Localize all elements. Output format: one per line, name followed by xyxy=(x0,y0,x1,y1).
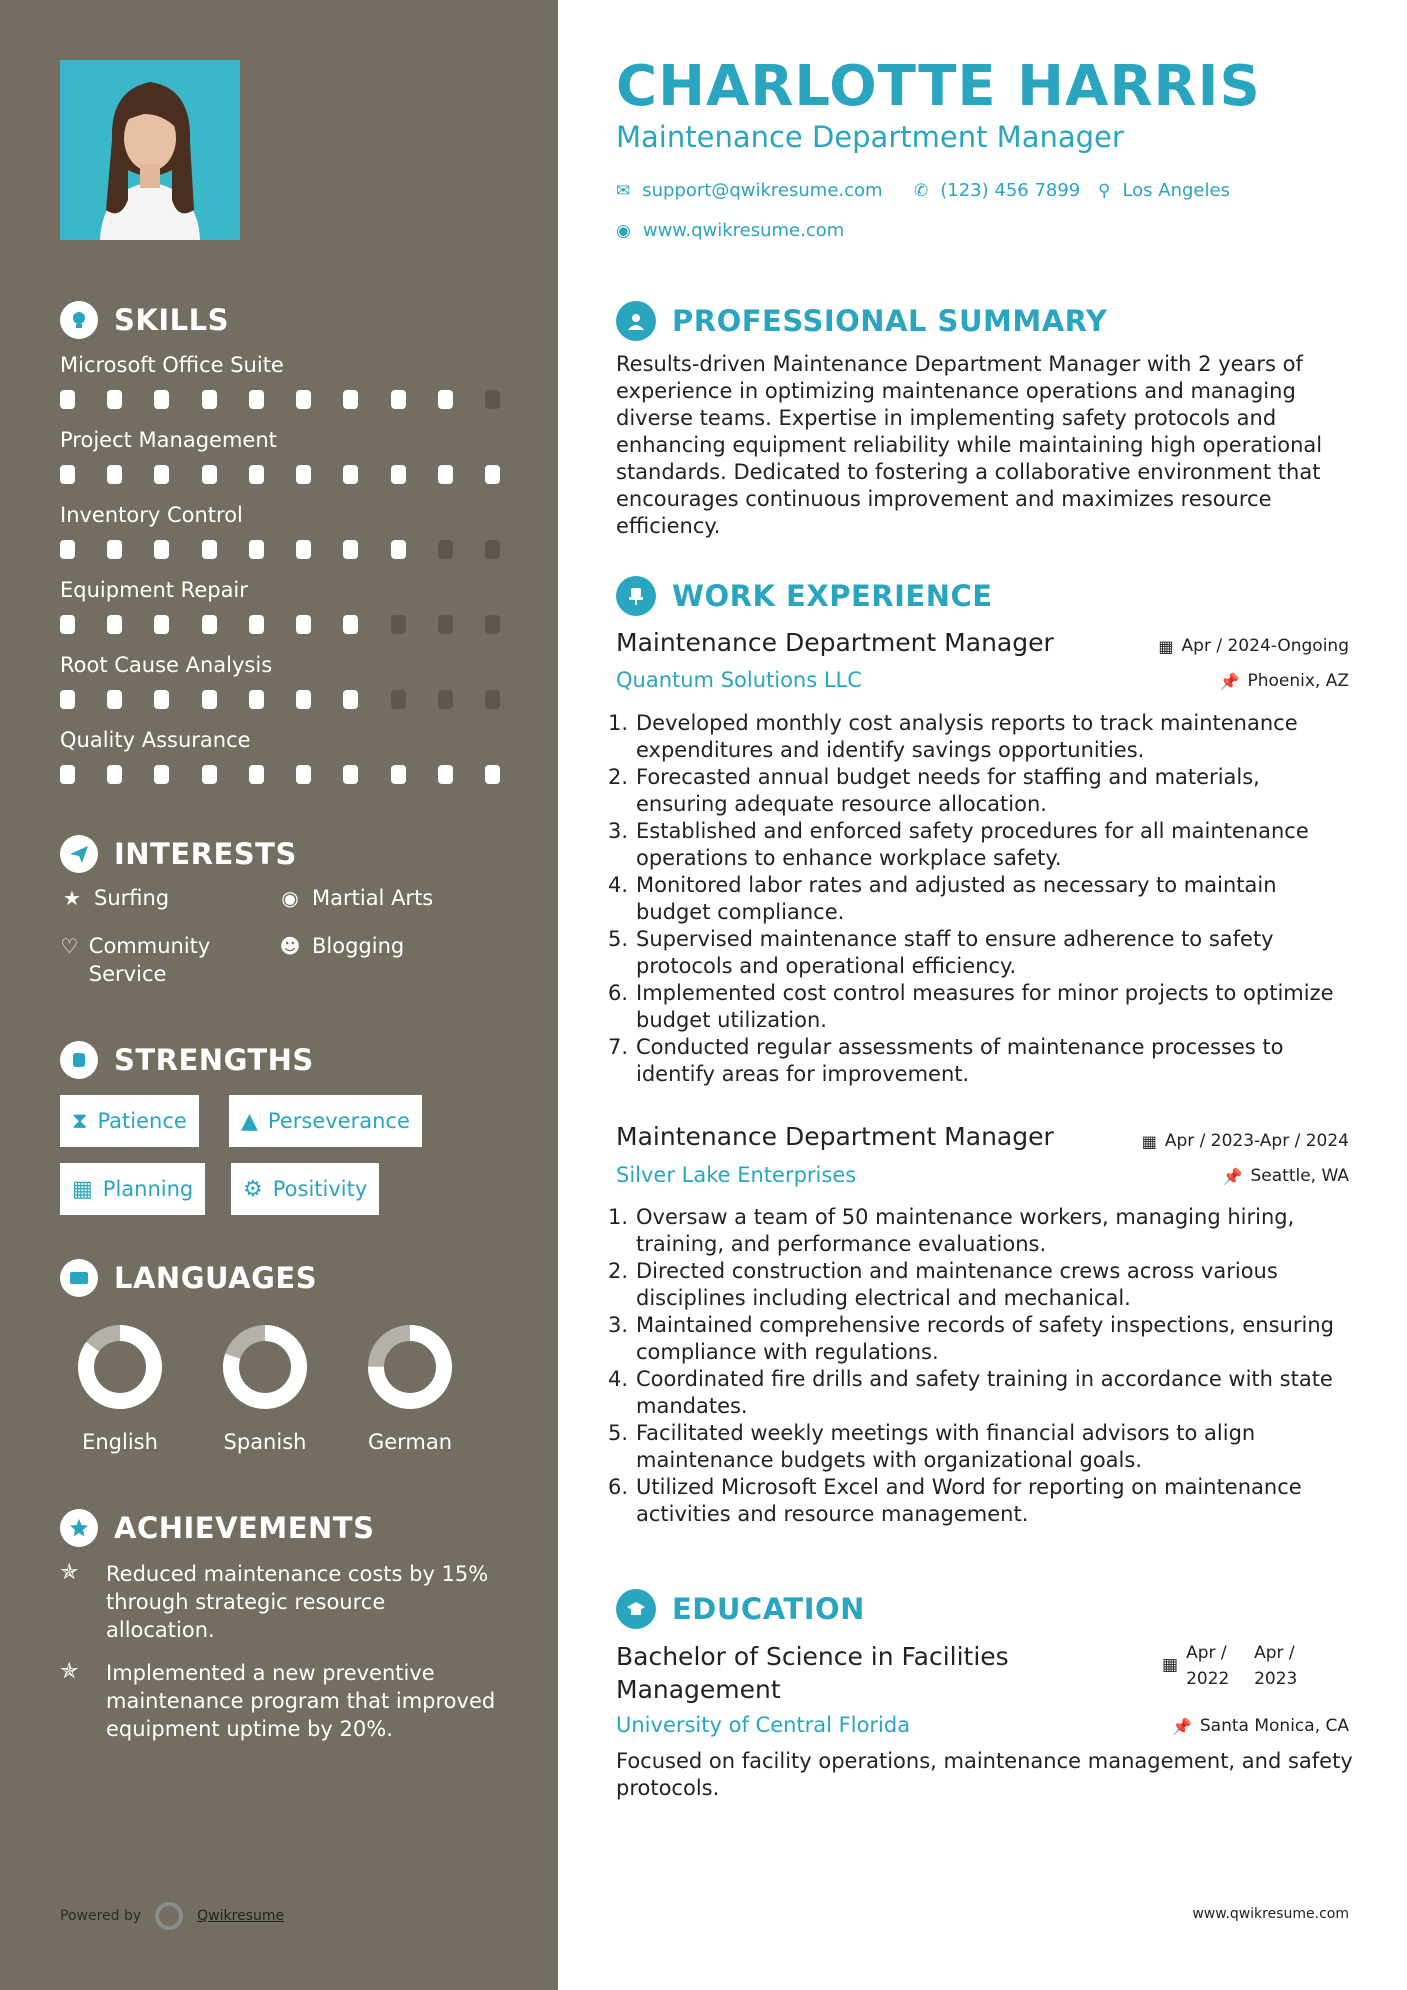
interest-item xyxy=(278,932,404,960)
skill-rating xyxy=(60,390,500,409)
badge-star-icon xyxy=(60,1509,98,1547)
job-bullet xyxy=(608,926,1356,980)
skill-dot xyxy=(485,765,500,784)
bullet-text: Monitored labor rates and adjusted as necessary to maintain budget compliance. xyxy=(636,873,1277,924)
skill-dot xyxy=(296,540,311,559)
language-label: German xyxy=(367,1430,453,1454)
calendar-icon: ▦ xyxy=(1141,1131,1157,1151)
calendar-icon: ▦ xyxy=(1158,636,1174,656)
job-title: Maintenance Department Manager xyxy=(616,1122,1054,1151)
bullet-text: Established and enforced safety procedures for all maintenance operations to enhance workplace safety. xyxy=(636,819,1309,870)
job-bullet xyxy=(608,872,1356,926)
skill-dot xyxy=(107,540,122,559)
gear-icon: ⚙ xyxy=(243,1176,263,1202)
skill-dot xyxy=(343,765,358,784)
shooting-star-icon: ✯ xyxy=(60,1659,79,1684)
skill-item xyxy=(60,650,500,709)
bullet-number: 4. xyxy=(608,1367,629,1391)
skills-title: SKILLS xyxy=(114,303,229,337)
languages-section-header xyxy=(60,1259,317,1297)
summary-section-header xyxy=(616,301,1107,341)
hourglass-icon: ⧗ xyxy=(72,1108,88,1134)
job-bullet xyxy=(608,764,1356,818)
bullet-text: Maintained comprehensive records of safety inspections, ensuring compliance with regulations. xyxy=(636,1313,1334,1364)
skill-dot xyxy=(343,540,358,559)
job-location-text: Phoenix, AZ xyxy=(1247,671,1349,691)
skill-dot xyxy=(343,615,358,634)
shooting-star-icon: ✯ xyxy=(60,1560,79,1585)
education-section-header xyxy=(616,1589,865,1629)
education-dates xyxy=(1162,1640,1314,1692)
bullet-number: 6. xyxy=(608,981,629,1005)
skill-item xyxy=(60,350,500,409)
skill-dot xyxy=(391,465,406,484)
skill-dot xyxy=(343,690,358,709)
education-end: Apr / 2023 xyxy=(1254,1643,1298,1689)
bullet-number: 2. xyxy=(608,1259,629,1283)
skill-dot xyxy=(296,765,311,784)
calendar-icon: ▦ xyxy=(1162,1655,1179,1675)
location-text: Los Angeles xyxy=(1122,180,1230,201)
skill-dot xyxy=(107,615,122,634)
bullet-number: 5. xyxy=(608,927,629,951)
calendar-icon: ▦ xyxy=(72,1176,93,1202)
languages-title: LANGUAGES xyxy=(114,1261,318,1295)
strength-label: Patience xyxy=(97,1109,187,1133)
education-title: EDUCATION xyxy=(672,1592,865,1626)
skill-dot xyxy=(391,615,406,634)
job-bullet xyxy=(608,710,1356,764)
summary-text: Results-driven Maintenance Department Manager with 2 years of experience in optimizing maintenance operations and managing diverse teams. Expertise in implementing safety protocols and enhancing equipment reliability while maintaining high operational standards. Dedicated to fostering a collaborative environment that encourages continuous improvement and maximizes resource efficiency. xyxy=(616,352,1323,538)
phone-contact[interactable] xyxy=(914,180,1080,201)
interest-item xyxy=(60,932,250,988)
skill-dot xyxy=(249,690,264,709)
job-title: Maintenance Department Manager xyxy=(616,628,1054,657)
skill-dot xyxy=(107,390,122,409)
envelope-icon: ✉ xyxy=(616,180,631,201)
translate-icon xyxy=(60,1259,98,1297)
skill-rating xyxy=(60,765,500,784)
strength-chip xyxy=(60,1095,199,1147)
job-dates xyxy=(1142,1131,1349,1151)
education-location-text: Santa Monica, CA xyxy=(1199,1716,1349,1736)
bullet-text: Supervised maintenance staff to ensure adherence to safety protocols and operational efficiency. xyxy=(636,927,1274,978)
interests-section-header xyxy=(60,835,297,873)
skill-dot xyxy=(154,765,169,784)
skill-dot xyxy=(296,390,311,409)
skill-name: Equipment Repair xyxy=(60,578,248,602)
achievements-title: ACHIEVEMENTS xyxy=(114,1511,375,1545)
skill-name: Microsoft Office Suite xyxy=(60,353,284,377)
job-bullet xyxy=(608,818,1356,872)
pushpin-icon: 📌 xyxy=(1171,1716,1192,1736)
education-location xyxy=(1172,1716,1349,1736)
skill-dot xyxy=(485,540,500,559)
skill-name: Root Cause Analysis xyxy=(60,653,273,677)
bullet-number: 3. xyxy=(608,819,629,843)
skill-dot xyxy=(202,540,217,559)
email-text: support@qwikresume.com xyxy=(642,180,883,201)
achievements-section-header xyxy=(60,1509,374,1547)
language-donut xyxy=(220,1322,310,1412)
skill-dot xyxy=(107,765,122,784)
job-dates xyxy=(1158,636,1349,656)
job-bullet xyxy=(608,1474,1356,1528)
globe-icon: ◉ xyxy=(281,886,299,910)
skill-dot xyxy=(249,390,264,409)
skill-dot xyxy=(391,390,406,409)
skill-dot xyxy=(154,390,169,409)
website-contact[interactable] xyxy=(616,220,844,241)
graduation-icon xyxy=(616,1589,656,1629)
job-bullet xyxy=(608,1366,1356,1420)
interest-label: Martial Arts xyxy=(312,886,434,910)
profile-photo xyxy=(60,60,240,240)
degree-title: Bachelor of Science in Facilities Management xyxy=(616,1642,1009,1704)
skill-dot xyxy=(154,615,169,634)
strength-label: Positivity xyxy=(272,1177,368,1201)
job-bullet xyxy=(608,1258,1356,1312)
skill-dot xyxy=(249,540,264,559)
skill-dot xyxy=(296,615,311,634)
bullet-number: 4. xyxy=(608,873,629,897)
skill-name: Inventory Control xyxy=(60,503,243,527)
skill-rating xyxy=(60,540,500,559)
skill-dot xyxy=(202,690,217,709)
strengths-title: STRENGTHS xyxy=(114,1043,314,1077)
skill-dot xyxy=(202,615,217,634)
skill-dot xyxy=(485,615,500,634)
skill-item xyxy=(60,500,500,559)
skill-name: Project Management xyxy=(60,428,277,452)
lightbulb-icon xyxy=(60,301,98,339)
perseverance-icon: ▲ xyxy=(241,1108,258,1134)
portrait-image xyxy=(60,60,240,240)
language-label: English xyxy=(82,1430,158,1454)
group-icon: ☻ xyxy=(279,934,301,958)
interest-item xyxy=(60,884,169,912)
language-item xyxy=(50,1322,190,1454)
achievement-item xyxy=(60,1659,500,1743)
school-name: University of Central Florida xyxy=(616,1713,911,1737)
job-bullet xyxy=(608,1312,1356,1366)
skill-dot xyxy=(60,690,75,709)
language-donut xyxy=(75,1322,165,1412)
strength-chip xyxy=(231,1163,379,1215)
skill-dot xyxy=(107,690,122,709)
powered-by xyxy=(60,1902,284,1930)
skill-dot xyxy=(60,390,75,409)
candidate-name: CHARLOTTE HARRIS xyxy=(616,54,1261,119)
skill-dot xyxy=(60,765,75,784)
bullet-number: 5. xyxy=(608,1421,629,1445)
main-content xyxy=(558,0,1407,1990)
user-icon xyxy=(616,301,656,341)
language-item xyxy=(340,1322,480,1454)
bullet-text: Conducted regular assessments of maintenance processes to identify areas for improvement. xyxy=(636,1035,1284,1086)
bullet-number: 1. xyxy=(608,1205,629,1229)
language-donut xyxy=(365,1322,455,1412)
skill-dot xyxy=(438,690,453,709)
skill-dot xyxy=(154,690,169,709)
bullet-text: Facilitated weekly meetings with financial advisors to align maintenance budgets with organizational goals. xyxy=(636,1421,1256,1472)
skill-dot xyxy=(485,465,500,484)
job-bullets xyxy=(608,710,1356,1088)
skill-dot xyxy=(202,390,217,409)
interest-label: Community Service xyxy=(88,934,211,986)
skill-dot xyxy=(438,390,453,409)
qwikresume-logo-icon xyxy=(155,1902,183,1930)
strength-label: Planning xyxy=(102,1177,194,1201)
skills-section-header xyxy=(60,301,229,339)
qwikresume-link[interactable]: Qwikresume xyxy=(197,1908,285,1924)
strength-chip xyxy=(229,1095,422,1147)
bullet-number: 2. xyxy=(608,765,629,789)
community-icon: ♡ xyxy=(60,934,79,958)
skill-rating xyxy=(60,615,500,634)
skill-dot xyxy=(485,390,500,409)
skill-dot xyxy=(296,465,311,484)
skill-dot xyxy=(60,540,75,559)
strengths-section-header xyxy=(60,1041,314,1079)
skill-name: Quality Assurance xyxy=(60,728,251,752)
job-bullet xyxy=(608,980,1356,1034)
skill-dot xyxy=(391,765,406,784)
footer-url[interactable]: www.qwikresume.com xyxy=(1192,1906,1349,1922)
skill-dot xyxy=(438,465,453,484)
strength-label: Perseverance xyxy=(267,1109,410,1133)
skill-dot xyxy=(60,465,75,484)
skill-dot xyxy=(391,540,406,559)
candidate-role: Maintenance Department Manager xyxy=(616,120,1124,154)
job-location-text: Seattle, WA xyxy=(1250,1166,1349,1186)
location-contact xyxy=(1098,180,1230,201)
skill-dot xyxy=(438,540,453,559)
skill-dot xyxy=(154,465,169,484)
skill-dot xyxy=(438,615,453,634)
phone-icon: ✆ xyxy=(914,180,929,201)
education-start: Apr / 2022 xyxy=(1186,1643,1230,1689)
skill-dot xyxy=(107,465,122,484)
skill-dot xyxy=(485,690,500,709)
skill-dot xyxy=(296,690,311,709)
skill-item xyxy=(60,425,500,484)
bullet-text: Forecasted annual budget needs for staffing and materials, ensuring adequate resource allocation. xyxy=(636,765,1260,816)
skill-dot xyxy=(154,540,169,559)
skill-dot xyxy=(391,690,406,709)
skill-dot xyxy=(249,615,264,634)
education-description: Focused on facility operations, maintenance management, and safety protocols. xyxy=(616,1749,1353,1800)
skill-dot xyxy=(343,465,358,484)
language-label: Spanish xyxy=(223,1430,307,1454)
powered-by-label: Powered by xyxy=(60,1908,142,1924)
job-bullets xyxy=(608,1204,1356,1528)
bullet-text: Implemented cost control measures for minor projects to optimize budget utilization. xyxy=(636,981,1334,1032)
achievement-text: Implemented a new preventive maintenance program that improved equipment uptime by 20%. xyxy=(106,1661,496,1741)
job-location xyxy=(1223,1166,1349,1186)
job-location xyxy=(1220,671,1349,691)
skill-dot xyxy=(343,390,358,409)
pushpin-icon: 📌 xyxy=(1219,671,1240,691)
interest-label: Surfing xyxy=(94,886,170,910)
job-bullet xyxy=(608,1204,1356,1258)
skill-rating xyxy=(60,690,500,709)
job-dates-text: Apr / 2023-Apr / 2024 xyxy=(1164,1131,1349,1151)
map-pin-icon: ⚲ xyxy=(1098,180,1111,201)
strength-chip xyxy=(60,1163,205,1215)
fist-icon xyxy=(60,1041,98,1079)
bullet-number: 3. xyxy=(608,1313,629,1337)
bullet-text: Oversaw a team of 50 maintenance workers, managing hiring, training, and performance evaluations. xyxy=(636,1205,1295,1256)
experience-section-header xyxy=(616,576,993,616)
email-contact[interactable] xyxy=(616,180,883,201)
bullet-number: 7. xyxy=(608,1035,629,1059)
language-item xyxy=(195,1322,335,1454)
bullet-text: Developed monthly cost analysis reports to track maintenance expenditures and identify savings opportunities. xyxy=(636,711,1298,762)
achievement-item xyxy=(60,1560,500,1644)
job-bullet xyxy=(608,1420,1356,1474)
skill-dot xyxy=(249,465,264,484)
skill-rating xyxy=(60,465,500,484)
skill-item xyxy=(60,575,500,634)
job-dates-text: Apr / 2024-Ongoing xyxy=(1181,636,1349,656)
skill-dot xyxy=(249,765,264,784)
website-text: www.qwikresume.com xyxy=(642,220,845,241)
skill-item xyxy=(60,725,500,784)
experience-title: WORK EXPERIENCE xyxy=(672,579,993,613)
job-company: Silver Lake Enterprises xyxy=(616,1163,857,1187)
skill-dot xyxy=(60,615,75,634)
phone-text: (123) 456 7899 xyxy=(940,180,1081,201)
globe-icon: ◉ xyxy=(616,220,631,241)
interest-item xyxy=(278,884,433,912)
sidebar xyxy=(0,0,558,1990)
bullet-number: 6. xyxy=(608,1475,629,1499)
skill-dot xyxy=(438,765,453,784)
paper-plane-icon xyxy=(60,835,98,873)
interest-label: Blogging xyxy=(312,934,405,958)
summary-title: PROFESSIONAL SUMMARY xyxy=(672,304,1108,338)
bullet-text: Utilized Microsoft Excel and Word for reporting on maintenance activities and resource management. xyxy=(636,1475,1302,1526)
office-chair-icon xyxy=(616,576,656,616)
skill-dot xyxy=(202,765,217,784)
job-company: Quantum Solutions LLC xyxy=(616,668,862,692)
bullet-text: Coordinated fire drills and safety training in accordance with state mandates. xyxy=(636,1367,1333,1418)
bullet-number: 1. xyxy=(608,711,629,735)
achievement-text: Reduced maintenance costs by 15% through strategic resource allocation. xyxy=(106,1562,489,1642)
interests-title: INTERESTS xyxy=(114,837,297,871)
pushpin-icon: 📌 xyxy=(1222,1166,1243,1186)
bullet-text: Directed construction and maintenance crews across various disciplines including electrical and mechanical. xyxy=(636,1259,1278,1310)
job-bullet xyxy=(608,1034,1356,1088)
skill-dot xyxy=(202,465,217,484)
star-icon: ★ xyxy=(63,886,81,910)
